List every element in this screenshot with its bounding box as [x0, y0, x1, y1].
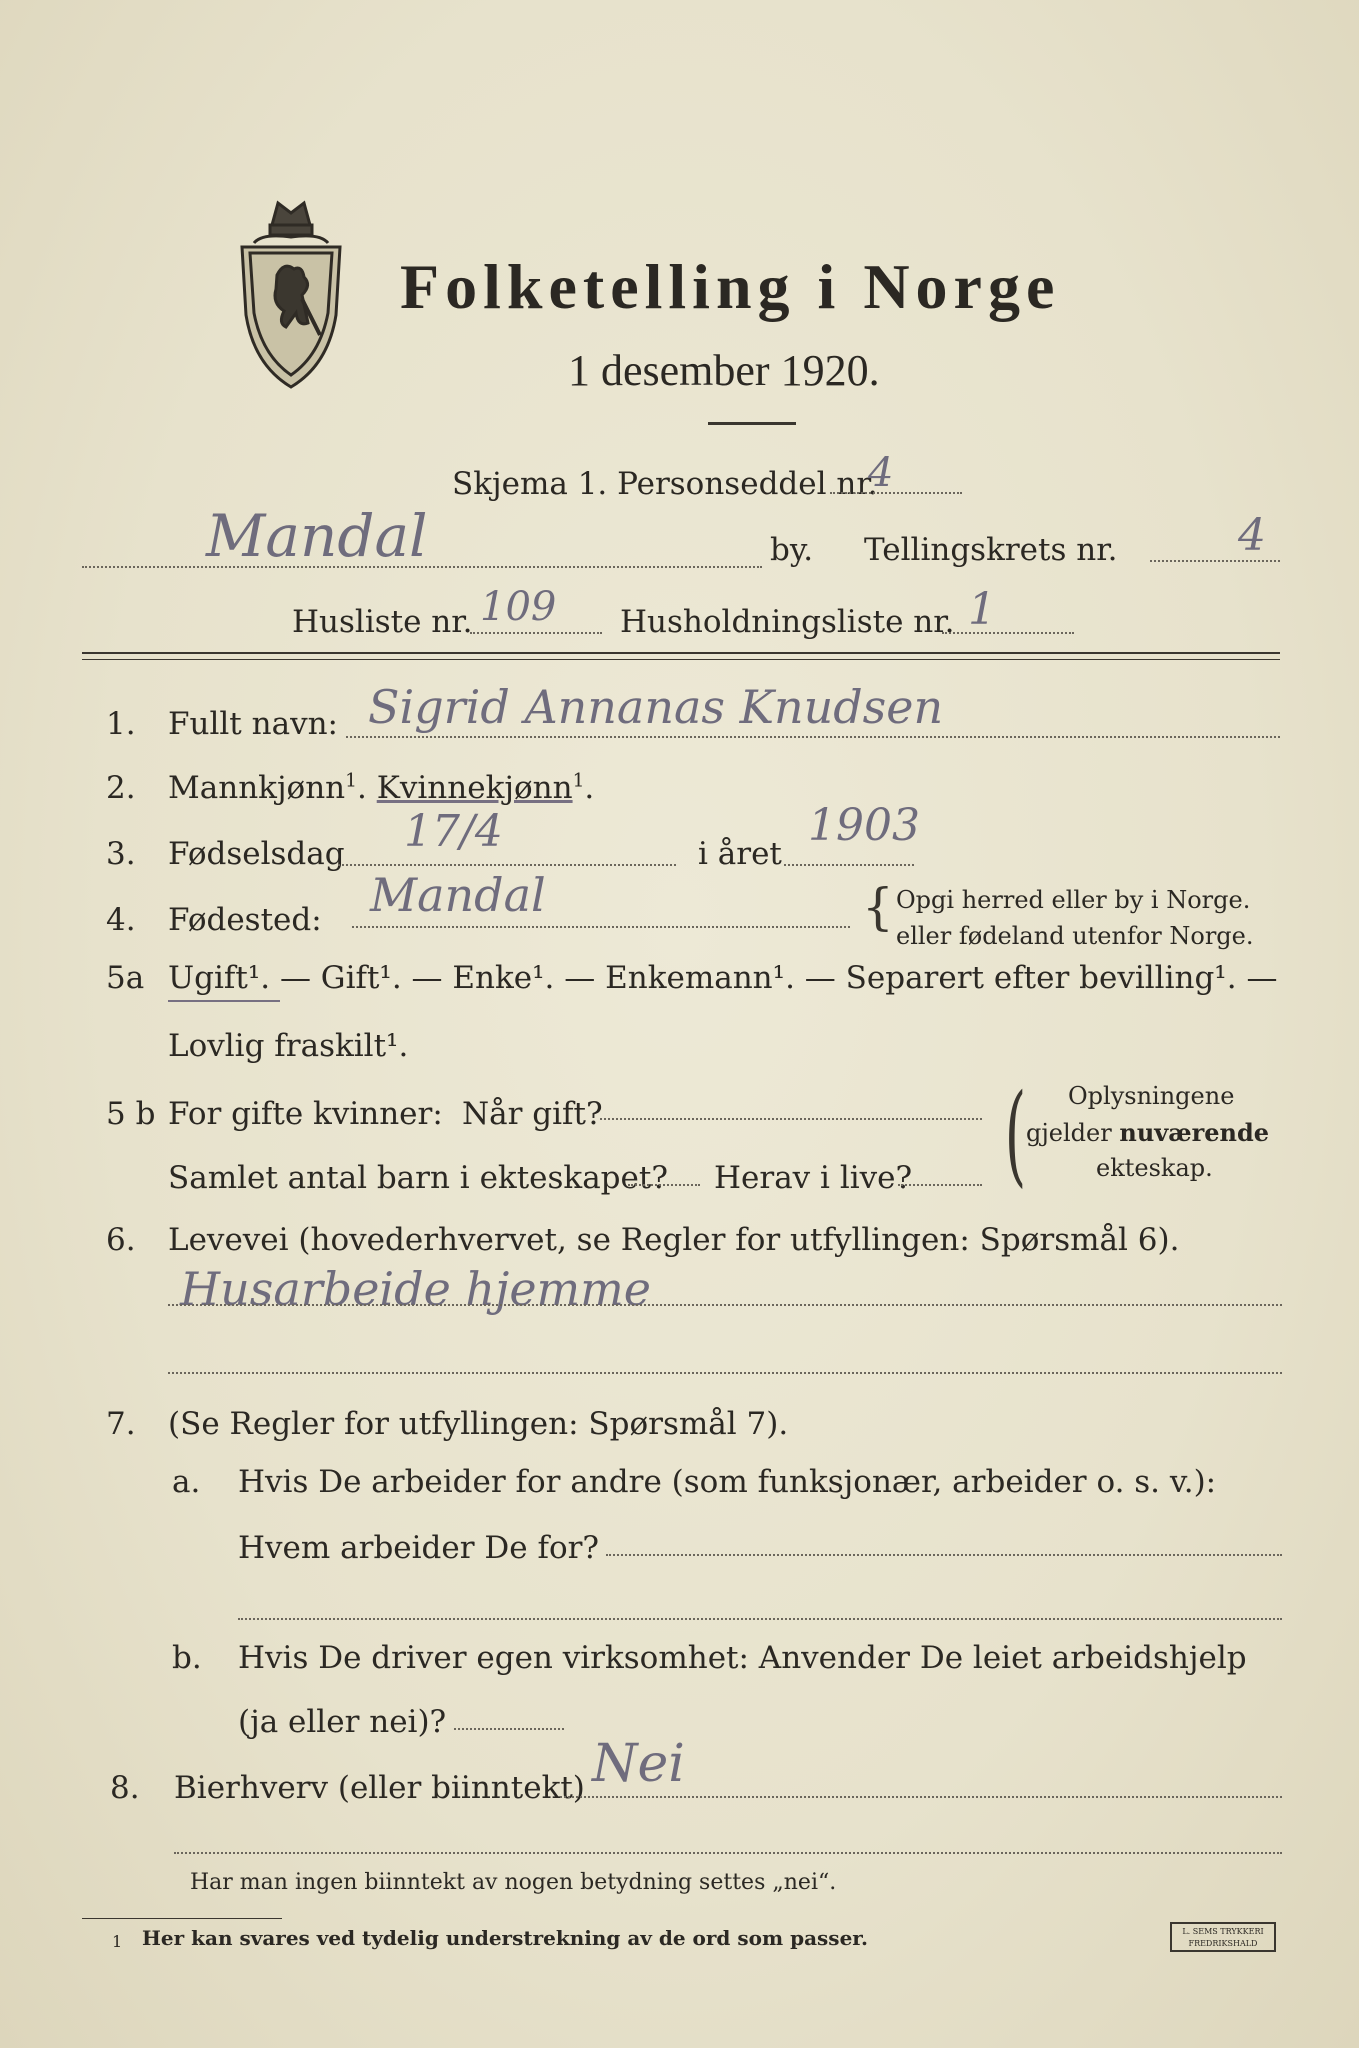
option-kvinnekjonn[interactable]: Kvinnekjønn [376, 770, 573, 806]
tellingskrets-label: Tellingskrets nr. [864, 532, 1118, 568]
q5b-label4: Herav i live? [714, 1160, 913, 1196]
q5b-label1: For gifte kvinner: [168, 1096, 443, 1132]
birth-year-value[interactable]: 1903 [808, 800, 920, 851]
year-label: i året [698, 836, 782, 872]
q7a-letter: a. [172, 1464, 201, 1500]
children-total-line [628, 1184, 700, 1186]
q7a-question: Hvem arbeider De for? [238, 1530, 600, 1566]
q2-number: 2. [106, 770, 136, 806]
employer-line-1 [606, 1554, 1282, 1556]
q5b-note-line2: gjelder nuværende [1026, 1118, 1270, 1147]
by-label: by. [770, 532, 814, 568]
married-date-line [600, 1118, 982, 1120]
side-income-value[interactable]: Nei [592, 1734, 685, 1794]
census-date: 1 desember 1920. [568, 346, 880, 395]
town-value[interactable]: Mandal [206, 502, 428, 570]
occupation-value[interactable]: Husarbeide hjemme [180, 1262, 652, 1316]
q4-note-line1: Opgi herred eller by i Norge. [896, 886, 1251, 914]
q6-number: 6. [106, 1222, 136, 1258]
q7-label: (Se Regler for utfyllingen: Spørsmål 7). [168, 1406, 789, 1442]
town-line [82, 566, 762, 568]
footnote-mark: 1 [112, 1932, 123, 1951]
printer-mark: L. SEMS TRYKKERI FREDRIKSHALD [1170, 1922, 1276, 1952]
title-divider [708, 422, 796, 425]
q7b-text: Hvis De driver egen virksomhet: Anvender De leiet arbeidshjelp [238, 1640, 1247, 1676]
q4-note-line2: eller fødeland utenfor Norge. [896, 922, 1254, 950]
q7-number: 7. [106, 1406, 136, 1442]
full-name-value[interactable]: Sigrid Annanas Knudsen [368, 680, 944, 734]
husholdningsliste-label: Husholdningsliste nr. [620, 604, 955, 640]
skjema-label: Skjema 1. Personseddel nr. [452, 466, 878, 502]
occupation-line-2 [168, 1372, 1282, 1374]
footnote-text: Her kan svares ved tydelig understrekning av de ord som passer. [142, 1926, 868, 1950]
q1-label: Fullt navn: [168, 706, 338, 742]
personseddel-nr-line [830, 492, 962, 494]
q5b-bracket: ( [1004, 1070, 1027, 1198]
q7b-question: (ja eller nei)? [238, 1704, 447, 1740]
q3-number: 3. [106, 836, 136, 872]
q4-label: Fødested: [168, 902, 322, 938]
marital-status-line2[interactable]: Lovlig fraskilt¹. [168, 1028, 409, 1064]
q7b-letter: b. [172, 1640, 202, 1676]
husliste-value[interactable]: 109 [480, 584, 557, 630]
birthplace-line [352, 926, 850, 928]
q8-note: Har man ingen biinntekt av nogen betydning settes „nei“. [190, 1870, 837, 1895]
hired-help-line [454, 1728, 564, 1730]
q4-bracket: { [862, 878, 894, 936]
header-rule-1 [82, 652, 1280, 654]
side-income-line [560, 1796, 1282, 1798]
marital-status-options[interactable]: Ugift¹. — Gift¹. — Enke¹. — Enkemann¹. — Separert efter bevilling¹. — [168, 960, 1278, 996]
q5b-label2: Når gift? [462, 1096, 603, 1132]
q7a-text: Hvis De arbeider for andre (som funksjonær, arbeider o. s. v.): [238, 1464, 1217, 1500]
side-income-line-2 [174, 1852, 1282, 1854]
header-rule-2 [82, 659, 1280, 660]
q5b-note-line3: ekteskap. [1096, 1154, 1213, 1182]
gender-options[interactable]: Mannkjønn$^1$. Kvinnekjønn$^1$. [168, 770, 595, 806]
coat-of-arms-icon [232, 195, 350, 395]
q5b-label3: Samlet antal barn i ekteskapet? [168, 1160, 668, 1196]
q5b-note-line1: Oplysningene [1068, 1082, 1235, 1110]
form-title: Folketelling i Norge [400, 251, 1061, 322]
q5a-number: 5a [106, 960, 145, 996]
tellingskrets-value[interactable]: 4 [1238, 510, 1266, 561]
employer-line-2 [238, 1618, 1282, 1620]
ugift-underline [168, 1000, 280, 1002]
q3-label: Fødselsdag [168, 836, 345, 872]
q8-label: Bierhverv (eller biinntekt) [174, 1770, 585, 1806]
q5b-number: 5 b [106, 1096, 156, 1132]
birthday-value[interactable]: 17/4 [404, 806, 503, 857]
children-alive-line [898, 1184, 982, 1186]
footnote-rule [82, 1918, 282, 1919]
occupation-line-1 [168, 1304, 1282, 1306]
option-mannkjonn[interactable]: Mannkjønn [168, 770, 346, 806]
personseddel-nr-value[interactable]: 4 [868, 450, 894, 496]
birthday-line [338, 864, 676, 866]
husliste-line [470, 632, 602, 634]
q1-line [346, 736, 1280, 738]
husholdningsliste-line [942, 632, 1074, 634]
year-line [784, 864, 914, 866]
q8-number: 8. [110, 1770, 140, 1806]
husholdningsliste-value[interactable]: 1 [968, 584, 996, 635]
q6-label: Levevei (hovederhvervet, se Regler for utfyllingen: Spørsmål 6). [168, 1222, 1180, 1258]
husliste-label: Husliste nr. [292, 604, 473, 640]
q1-number: 1. [106, 706, 136, 742]
q4-number: 4. [106, 902, 136, 938]
birthplace-value[interactable]: Mandal [370, 868, 546, 922]
